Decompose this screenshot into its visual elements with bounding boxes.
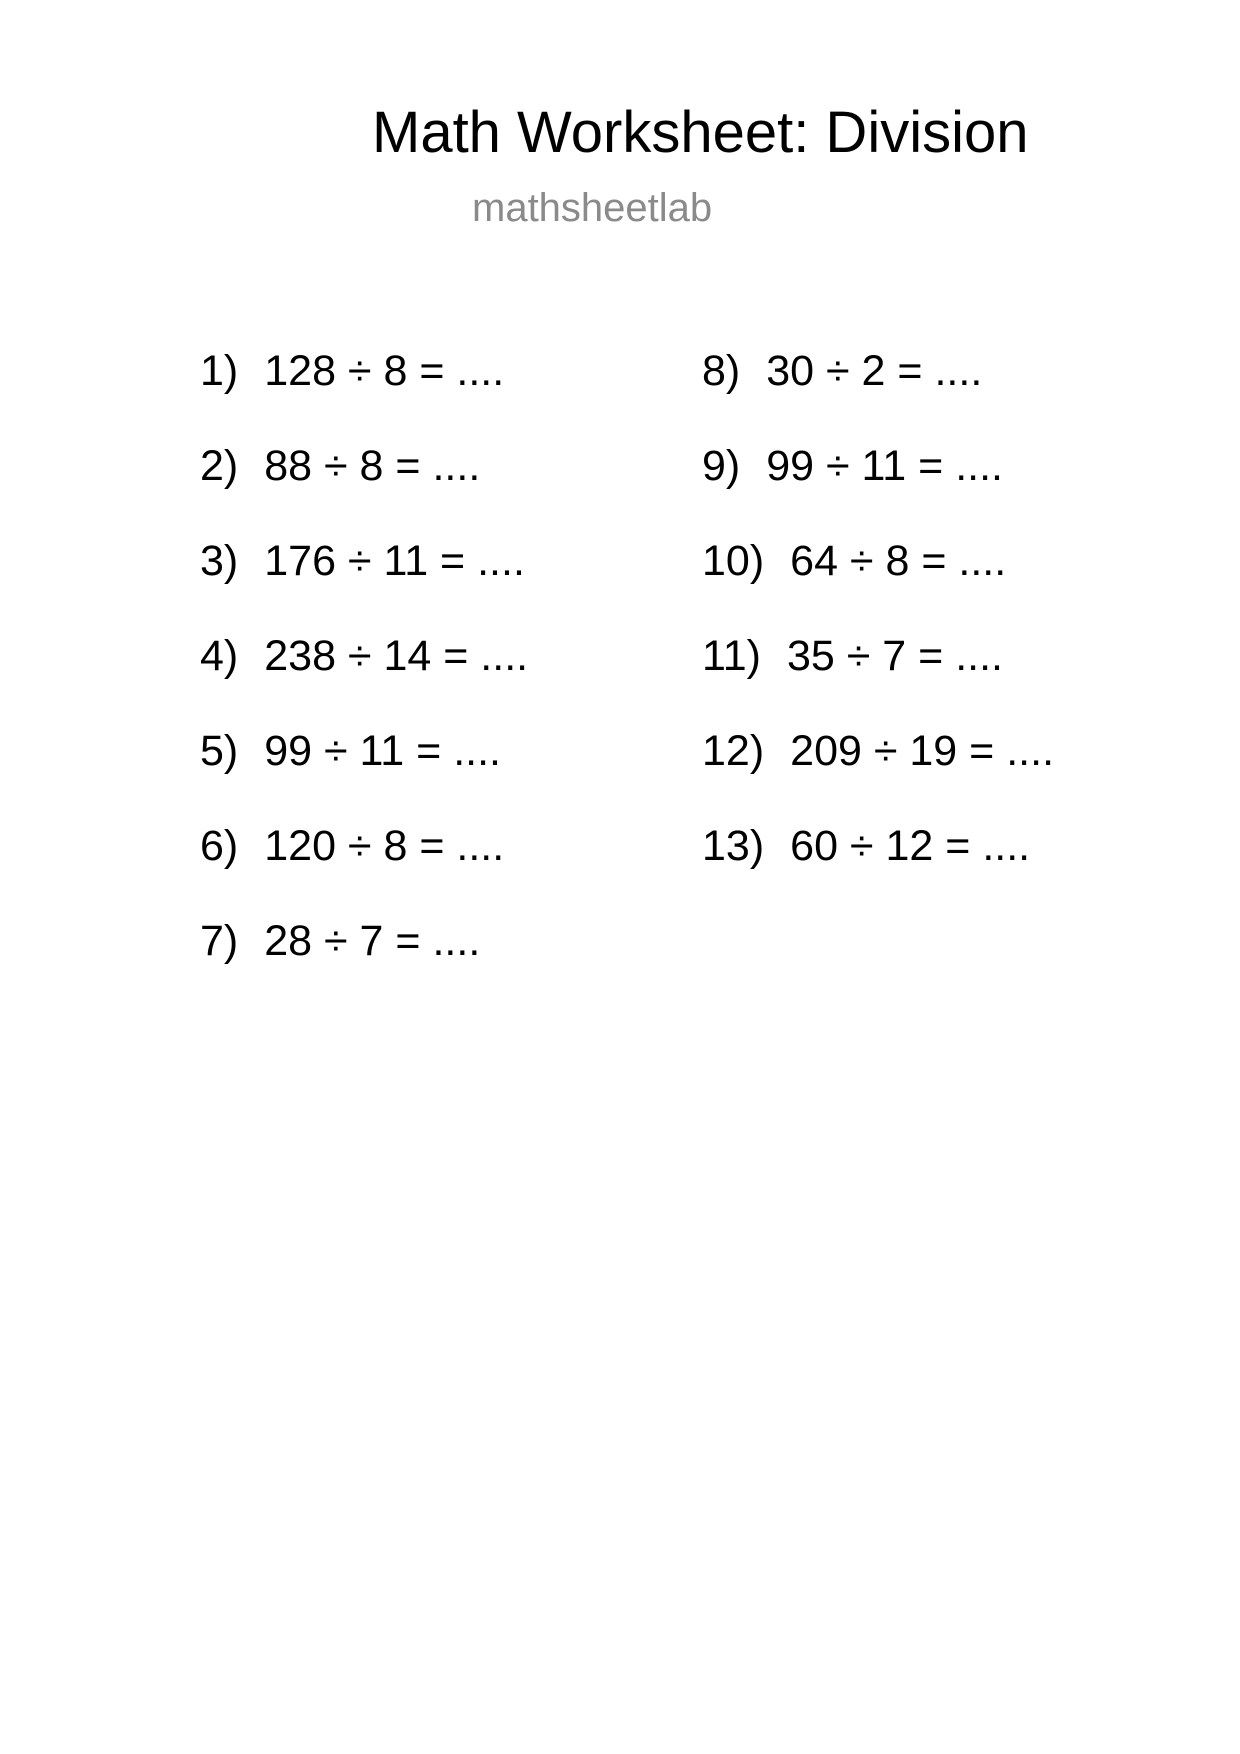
problem-number: 6) (200, 822, 239, 870)
problem-expression: 30 ÷ 2 = .... (766, 347, 983, 395)
problem-number: 13) (702, 822, 765, 870)
problem-expression: 209 ÷ 19 = .... (790, 727, 1055, 775)
problem-number: 10) (702, 537, 765, 585)
problem-item (702, 821, 1030, 871)
problem-item (200, 726, 501, 776)
page-subtitle: mathsheetlab (472, 186, 713, 230)
page-title: Math Worksheet: Division (372, 100, 1029, 165)
problem-item (702, 441, 1003, 491)
problem-number: 4) (200, 632, 239, 680)
problem-number: 9) (702, 442, 741, 490)
problem-number: 5) (200, 727, 239, 775)
problem-number: 2) (200, 442, 239, 490)
problem-item (702, 346, 982, 396)
problem-expression: 120 ÷ 8 = .... (264, 822, 505, 870)
problem-number: 12) (702, 727, 765, 775)
problem-expression: 88 ÷ 8 = .... (264, 442, 481, 490)
problem-expression: 99 ÷ 11 = .... (264, 727, 501, 775)
problem-expression: 238 ÷ 14 = .... (264, 632, 529, 680)
problem-expression: 60 ÷ 12 = .... (790, 822, 1031, 870)
problem-item (200, 821, 504, 871)
problem-expression: 35 ÷ 7 = .... (786, 632, 1003, 680)
problem-expression: 176 ÷ 11 = .... (264, 537, 525, 585)
problem-item (200, 441, 480, 491)
problem-number: 3) (200, 537, 239, 585)
problem-number: 8) (702, 347, 741, 395)
problem-item (200, 536, 525, 586)
problem-number: 11) (702, 632, 761, 680)
problem-item (702, 536, 1006, 586)
problem-expression: 128 ÷ 8 = .... (264, 347, 505, 395)
problem-item (702, 631, 1003, 681)
problem-expression: 28 ÷ 7 = .... (264, 917, 481, 965)
problem-item (702, 726, 1054, 776)
problem-item (200, 916, 480, 966)
problem-number: 7) (200, 917, 239, 965)
problem-item (200, 631, 528, 681)
problem-number: 1) (200, 347, 239, 395)
problem-item (200, 346, 504, 396)
problem-expression: 99 ÷ 11 = .... (766, 442, 1003, 490)
problem-expression: 64 ÷ 8 = .... (790, 537, 1007, 585)
